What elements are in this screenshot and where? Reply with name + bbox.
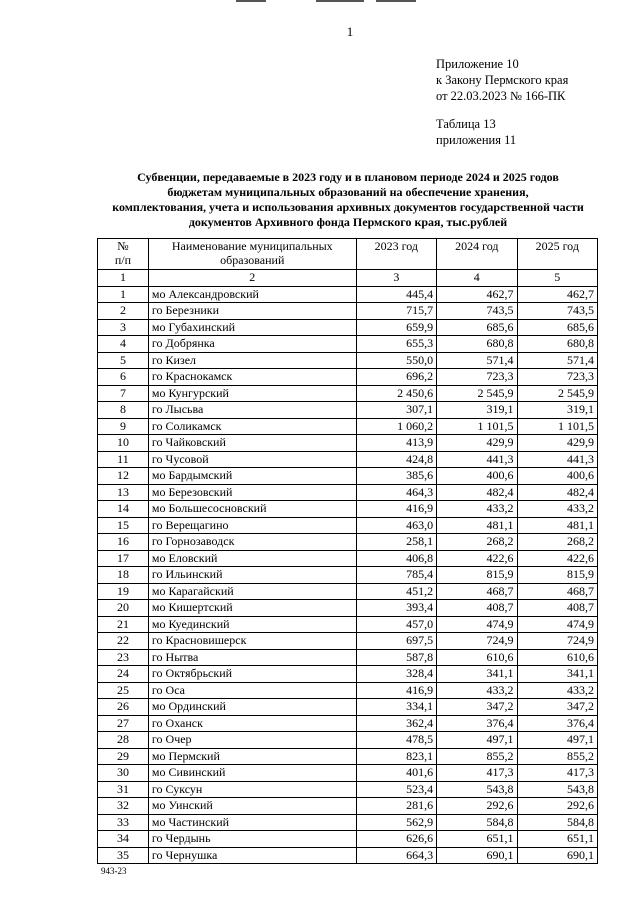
municipality-name: го Октябрьский [148,666,356,683]
row-number: 12 [98,468,149,485]
value-2024: 723,3 [437,369,517,386]
municipality-name: мо Александровский [148,286,356,303]
row-number: 30 [98,765,149,782]
value-2024: 400,6 [437,468,517,485]
value-2025: 429,9 [517,435,597,452]
value-2023: 562,9 [356,814,436,831]
value-2025: 497,1 [517,732,597,749]
municipality-name: мо Бардымский [148,468,356,485]
value-2025: 462,7 [517,286,597,303]
value-2023: 328,4 [356,666,436,683]
table-body [98,286,598,864]
row-number: 18 [98,567,149,584]
municipality-name: мо Губахинский [148,319,356,336]
table-row [98,781,598,798]
municipality-name: го Нытва [148,649,356,666]
table-row [98,402,598,419]
value-2025: 651,1 [517,831,597,848]
title-line-4: документов Архивного фонда Пермского края, тыс.рублей [188,215,508,229]
value-2024: 651,1 [437,831,517,848]
row-number: 34 [98,831,149,848]
value-2023: 715,7 [356,303,436,320]
municipality-name: мо Кунгурский [148,385,356,402]
row-number: 6 [98,369,149,386]
row-number: 23 [98,649,149,666]
municipality-name: го Добрянка [148,336,356,353]
municipality-name: мо Кишертский [148,600,356,617]
row-number: 1 [98,286,149,303]
table-row [98,319,598,336]
value-2023: 334,1 [356,699,436,716]
value-2024: 724,9 [437,633,517,650]
value-2023: 307,1 [356,402,436,419]
table-row [98,286,598,303]
row-number: 20 [98,600,149,617]
page-number: 1 [346,24,354,39]
municipality-name: го Кизел [148,352,356,369]
value-2023: 393,4 [356,600,436,617]
value-2024: 319,1 [437,402,517,419]
value-2025: 743,5 [517,303,597,320]
table-row [98,847,598,864]
value-2025: 724,9 [517,633,597,650]
municipality-name: мо Карагайский [148,583,356,600]
value-2023: 463,0 [356,517,436,534]
row-number: 35 [98,847,149,864]
municipality-name: го Верещагино [148,517,356,534]
row-number: 3 [98,319,149,336]
row-number: 22 [98,633,149,650]
value-2023: 445,4 [356,286,436,303]
table-row [98,369,598,386]
value-2024: 441,3 [437,451,517,468]
column-index: 1 [98,270,149,287]
table-row [98,633,598,650]
row-number: 31 [98,781,149,798]
table-row [98,435,598,452]
row-number: 10 [98,435,149,452]
table-row [98,682,598,699]
header-2023: 2023 год [356,239,436,270]
value-2025: 543,8 [517,781,597,798]
table-row [98,303,598,320]
value-2025: 292,6 [517,798,597,815]
row-number: 33 [98,814,149,831]
table-row [98,567,598,584]
table-row [98,501,598,518]
value-2025: 855,2 [517,748,597,765]
column-index: 2 [148,270,356,287]
municipality-name: го Оса [148,682,356,699]
municipality-name: го Оханск [148,715,356,732]
column-index: 3 [356,270,436,287]
table-row [98,418,598,435]
value-2023: 785,4 [356,567,436,584]
value-2024: 1 101,5 [437,418,517,435]
table-row [98,798,598,815]
value-2024: 815,9 [437,567,517,584]
row-number: 17 [98,550,149,567]
row-number: 24 [98,666,149,683]
row-number: 19 [98,583,149,600]
table-row [98,600,598,617]
value-2024: 474,9 [437,616,517,633]
row-number: 2 [98,303,149,320]
title-line-2: бюджетам муниципальных образований на обеспечение хранения, [167,185,529,199]
column-index-row [98,270,598,287]
row-number: 32 [98,798,149,815]
table-row [98,484,598,501]
value-2024: 482,4 [437,484,517,501]
value-2023: 550,0 [356,352,436,369]
value-2025: 417,3 [517,765,597,782]
table-row [98,715,598,732]
row-number: 16 [98,534,149,551]
row-number: 14 [98,501,149,518]
value-2025: 680,8 [517,336,597,353]
value-2025: 268,2 [517,534,597,551]
value-2024: 610,6 [437,649,517,666]
value-2025: 685,6 [517,319,597,336]
value-2023: 406,8 [356,550,436,567]
value-2024: 429,9 [437,435,517,452]
value-2024: 268,2 [437,534,517,551]
value-2024: 433,2 [437,501,517,518]
row-number: 27 [98,715,149,732]
row-number: 29 [98,748,149,765]
municipality-name: го Горнозаводск [148,534,356,551]
municipality-name: го Соликамск [148,418,356,435]
table-row [98,732,598,749]
value-2024: 292,6 [437,798,517,815]
row-number: 28 [98,732,149,749]
value-2023: 626,6 [356,831,436,848]
header-number [98,239,149,270]
value-2024: 481,1 [437,517,517,534]
table-row [98,468,598,485]
value-2025: 347,2 [517,699,597,716]
annex-line-2: к Закону Пермского края [436,73,569,87]
value-2025: 1 101,5 [517,418,597,435]
table-row [98,451,598,468]
municipality-name: го Очер [148,732,356,749]
value-2023: 258,1 [356,534,436,551]
municipality-name: го Чайковский [148,435,356,452]
municipality-name: мо Еловский [148,550,356,567]
annex-reference [436,56,568,104]
municipality-name: мо Куединский [148,616,356,633]
value-2024: 433,2 [437,682,517,699]
scan-top-marks [236,0,436,2]
header-municipality-line-2: образований [220,253,285,267]
municipality-name: го Березники [148,303,356,320]
value-2023: 664,3 [356,847,436,864]
table-row [98,649,598,666]
table-row [98,699,598,716]
value-2024: 685,6 [437,319,517,336]
value-2024: 347,2 [437,699,517,716]
value-2023: 281,6 [356,798,436,815]
value-2023: 424,8 [356,451,436,468]
municipality-name: мо Большесосновский [148,501,356,518]
municipality-name: мо Частинский [148,814,356,831]
table-row [98,550,598,567]
municipality-name: мо Уинский [148,798,356,815]
value-2024: 571,4 [437,352,517,369]
table-reference [436,116,516,148]
title-line-3: комплектования, учета и использования архивных документов государственной части [112,200,584,214]
value-2025: 2 545,9 [517,385,597,402]
municipality-name: мо Ординский [148,699,356,716]
header-number-line-2: п/п [114,253,132,267]
municipality-name: го Чердынь [148,831,356,848]
row-number: 4 [98,336,149,353]
header-number-line-1: № [117,239,129,253]
table-row [98,517,598,534]
value-2024: 497,1 [437,732,517,749]
value-2024: 422,6 [437,550,517,567]
value-2025: 400,6 [517,468,597,485]
value-2025: 584,8 [517,814,597,831]
value-2024: 855,2 [437,748,517,765]
value-2023: 697,5 [356,633,436,650]
value-2023: 401,6 [356,765,436,782]
value-2023: 659,9 [356,319,436,336]
value-2023: 464,3 [356,484,436,501]
value-2024: 341,1 [437,666,517,683]
value-2024: 462,7 [437,286,517,303]
value-2023: 457,0 [356,616,436,633]
table-row [98,831,598,848]
value-2025: 815,9 [517,567,597,584]
row-number: 7 [98,385,149,402]
table-ref-line-1: Таблица 13 [436,117,496,131]
row-number: 5 [98,352,149,369]
municipality-name: го Краснокамск [148,369,356,386]
row-number: 26 [98,699,149,716]
value-2025: 433,2 [517,501,597,518]
value-2023: 655,3 [356,336,436,353]
row-number: 25 [98,682,149,699]
document-title [90,170,606,230]
value-2025: 571,4 [517,352,597,369]
table-row [98,765,598,782]
value-2023: 478,5 [356,732,436,749]
table-header-row [98,239,598,270]
municipality-name: го Лысьва [148,402,356,419]
municipality-name: го Чусовой [148,451,356,468]
municipality-name: мо Березовский [148,484,356,501]
value-2025: 319,1 [517,402,597,419]
value-2023: 696,2 [356,369,436,386]
column-index: 4 [437,270,517,287]
value-2025: 433,2 [517,682,597,699]
title-line-1: Субвенции, передаваемые в 2023 году и в плановом периоде 2024 и 2025 годов [137,170,559,184]
table-row [98,748,598,765]
table-ref-line-2: приложения 11 [436,133,517,147]
municipality-name: мо Сивинский [148,765,356,782]
row-number: 8 [98,402,149,419]
value-2023: 451,2 [356,583,436,600]
table-row [98,666,598,683]
table-row [98,336,598,353]
value-2024: 680,8 [437,336,517,353]
table-row [98,583,598,600]
value-2023: 523,4 [356,781,436,798]
value-2023: 2 450,6 [356,385,436,402]
value-2024: 743,5 [437,303,517,320]
column-index: 5 [517,270,597,287]
header-2024: 2024 год [437,239,517,270]
value-2024: 408,7 [437,600,517,617]
annex-line-1: Приложение 10 [436,57,519,71]
value-2025: 723,3 [517,369,597,386]
header-municipality [148,239,356,270]
value-2024: 584,8 [437,814,517,831]
municipality-name: го Суксун [148,781,356,798]
value-2024: 543,8 [437,781,517,798]
value-2025: 422,6 [517,550,597,567]
row-number: 13 [98,484,149,501]
value-2023: 385,6 [356,468,436,485]
table-row [98,385,598,402]
value-2023: 416,9 [356,682,436,699]
value-2025: 468,7 [517,583,597,600]
municipality-name: го Чернушка [148,847,356,864]
footer-code: 943-23 [101,866,127,876]
value-2025: 408,7 [517,600,597,617]
table-row [98,616,598,633]
row-number: 21 [98,616,149,633]
value-2025: 441,3 [517,451,597,468]
table-row [98,534,598,551]
municipality-name: го Красновишерск [148,633,356,650]
value-2023: 823,1 [356,748,436,765]
value-2025: 690,1 [517,847,597,864]
value-2025: 482,4 [517,484,597,501]
value-2023: 413,9 [356,435,436,452]
value-2024: 690,1 [437,847,517,864]
value-2024: 468,7 [437,583,517,600]
value-2025: 474,9 [517,616,597,633]
header-2025: 2025 год [517,239,597,270]
value-2025: 376,4 [517,715,597,732]
municipality-name: го Ильинский [148,567,356,584]
value-2024: 376,4 [437,715,517,732]
value-2025: 610,6 [517,649,597,666]
value-2023: 587,8 [356,649,436,666]
value-2024: 417,3 [437,765,517,782]
header-municipality-line-1: Наименование муниципальных [171,239,333,253]
value-2025: 341,1 [517,666,597,683]
annex-line-3: от 22.03.2023 № 166-ПК [436,89,566,103]
table-row [98,352,598,369]
value-2025: 481,1 [517,517,597,534]
value-2023: 416,9 [356,501,436,518]
value-2024: 2 545,9 [437,385,517,402]
row-number: 9 [98,418,149,435]
table-row [98,814,598,831]
value-2023: 1 060,2 [356,418,436,435]
row-number: 15 [98,517,149,534]
value-2023: 362,4 [356,715,436,732]
municipality-name: мо Пермский [148,748,356,765]
subsidy-table [97,238,598,864]
row-number: 11 [98,451,149,468]
